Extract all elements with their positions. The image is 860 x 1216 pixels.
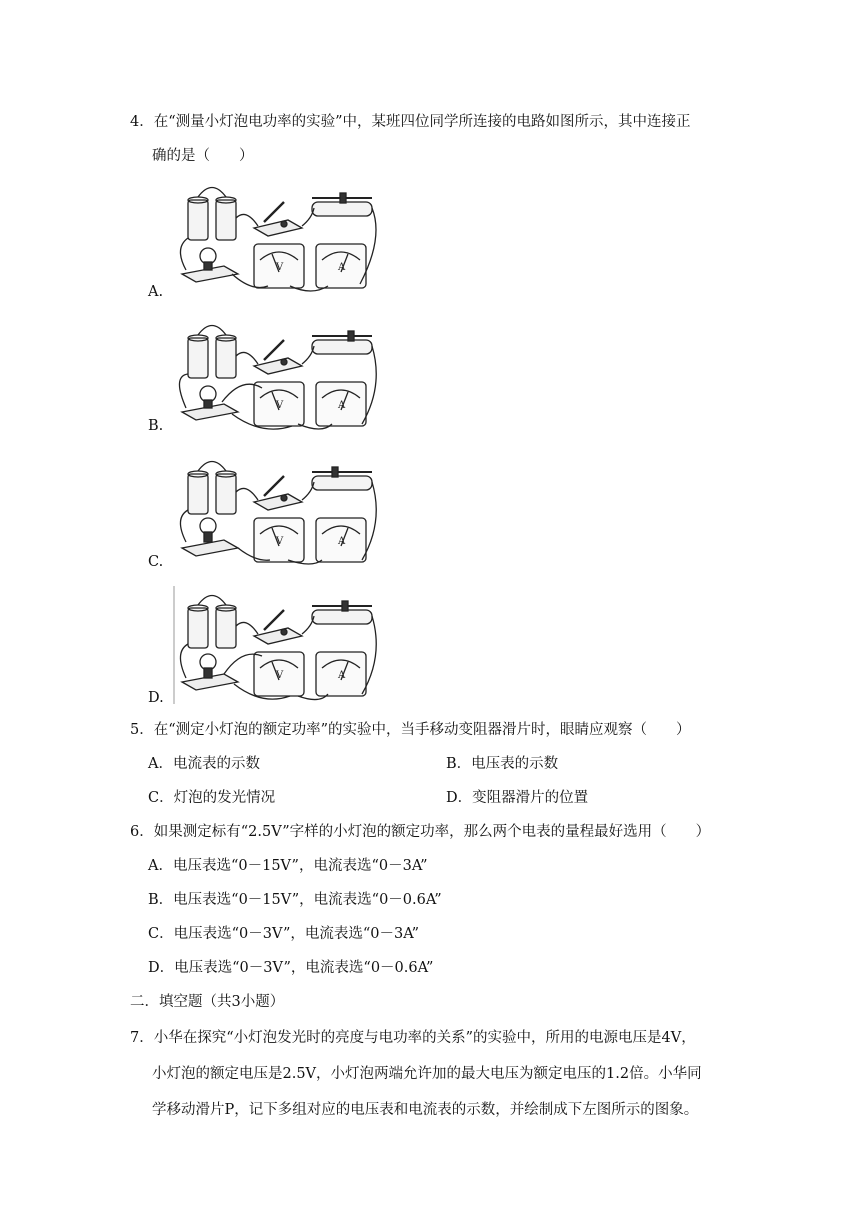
q5-option-a[interactable]: A．电流表的示数	[148, 756, 260, 772]
circuit-figure-a	[172, 178, 382, 298]
q4-stem-line1: 4．在“测量小灯泡电功率的实验”中，某班四位同学所连接的电路如图所示，其中连接正	[130, 114, 691, 130]
q4-option-c[interactable]: C.	[148, 554, 164, 570]
voltmeter-label: V	[276, 670, 284, 681]
circuit-figure-d	[172, 586, 382, 706]
section-2-title: 二．填空题（共3小题）	[130, 994, 285, 1010]
ammeter-label: A	[338, 536, 346, 547]
voltmeter-label: V	[276, 262, 284, 273]
q4-stem-line2: 确的是（ ）	[152, 148, 254, 164]
circuit-diagram-b	[172, 316, 382, 436]
q7-line1: 7．小华在探究“小灯泡发光时的亮度与电功率的关系”的实验中，所用的电源电压是4V，	[130, 1030, 696, 1046]
q6-option-d[interactable]: D．电压表选“0－3V”，电流表选“0－0.6A”	[148, 960, 434, 976]
q6-option-b[interactable]: B．电压表选“0－15V”，电流表选“0－0.6A”	[148, 892, 442, 908]
voltmeter-label: V	[276, 536, 284, 547]
q4-option-d[interactable]: D.	[148, 690, 164, 706]
q7-line3: 学移动滑片P，记下多组对应的电压表和电流表的示数，并绘制成下左图所示的图象。	[152, 1102, 699, 1118]
ammeter-label: A	[338, 400, 346, 411]
circuit-diagram-c	[172, 452, 382, 572]
q5-option-d[interactable]: D．变阻器滑片的位置	[446, 790, 589, 806]
circuit-diagram-a	[172, 178, 382, 298]
circuit-figure-b	[172, 316, 382, 436]
q4-option-b[interactable]: B.	[148, 418, 164, 434]
q5-option-b[interactable]: B．电压表的示数	[446, 756, 559, 772]
q6-option-a[interactable]: A．电压表选“0－15V”，电流表选“0－3A”	[148, 858, 428, 874]
voltmeter-label: V	[276, 400, 284, 411]
q6-stem: 6．如果测定标有“2.5V”字样的小灯泡的额定功率，那么两个电表的量程最好选用（ ）	[130, 824, 711, 840]
q6-option-c[interactable]: C．电压表选“0－3V”，电流表选“0－3A”	[148, 926, 419, 942]
ammeter-label: A	[338, 262, 346, 273]
circuit-figure-c	[172, 452, 382, 572]
q7-line2: 小灯泡的额定电压是2.5V，小灯泡两端允许加的最大电压为额定电压的1.2倍。小华同	[152, 1066, 702, 1082]
circuit-diagram-d	[172, 586, 382, 706]
q4-option-a[interactable]: A.	[148, 284, 164, 300]
q5-option-c[interactable]: C．灯泡的发光情况	[148, 790, 276, 806]
ammeter-label: A	[338, 670, 346, 681]
q5-stem: 5．在“测定小灯泡的额定功率”的实验中，当手移动变阻器滑片时，眼睛应观察（ ）	[130, 722, 691, 738]
